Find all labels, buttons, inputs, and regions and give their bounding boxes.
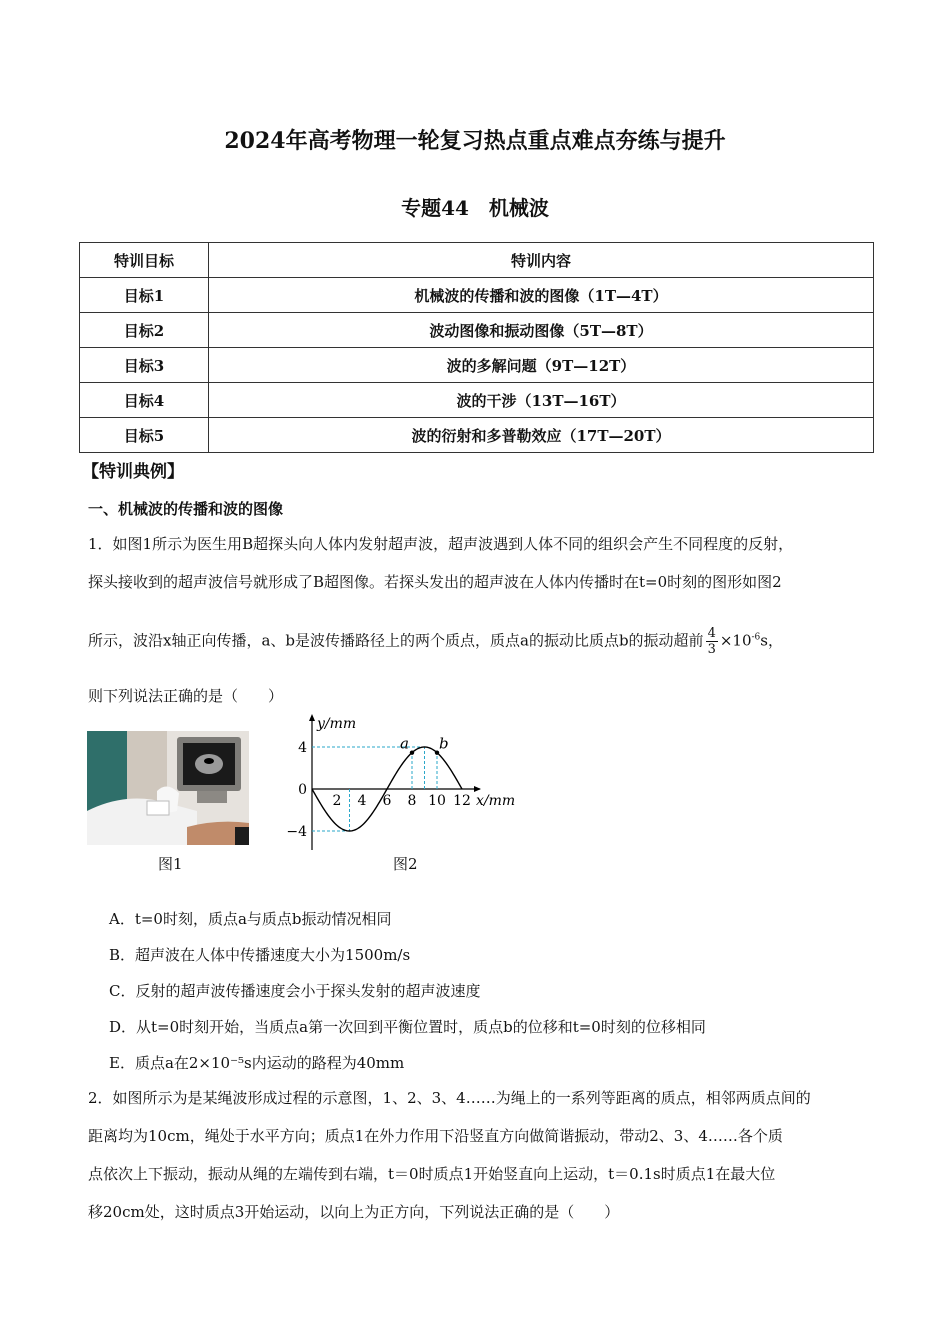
goal-cell: 目标4 <box>80 383 209 418</box>
ultrasound-photo <box>87 731 249 845</box>
q1-text-line3a: 所示，波沿x轴正向传播，a、b是波传播路径上的两个质点，质点a的振动比质点b的振动超前 <box>88 631 704 650</box>
table-row <box>80 348 874 383</box>
part-title: 一、机械波的传播和波的图像 <box>88 500 284 518</box>
figure2-caption: 图2 <box>393 855 418 873</box>
header-content: 特训内容 <box>209 243 874 278</box>
x-tick-label: 2 <box>332 793 342 809</box>
q1-text-line2: 探头接收到的超声波信号就形成了B超图像。若探头发出的超声波在人体内传播时在t=0时刻的图形如图2 <box>88 573 782 591</box>
header-goal: 特训目标 <box>80 243 209 278</box>
page-title: 2024年高考物理一轮复习热点重点难点夯练与提升 <box>224 128 726 154</box>
q1-unit: s， <box>760 631 783 650</box>
y-tick-label: 4 <box>298 740 307 756</box>
point-label-b: b <box>439 734 449 753</box>
section-heading: 【特训典例】 <box>82 462 184 482</box>
option-e: E．质点a在2×10⁻⁵s内运动的路程为40mm <box>109 1054 405 1072</box>
point-label-a: a <box>400 734 409 753</box>
content-cell: 波的衍射和多普勒效应（17T—20T） <box>209 418 874 453</box>
x-axis-arrow <box>474 786 481 792</box>
content-cell: 机械波的传播和波的图像（1T—4T） <box>209 278 874 313</box>
content-cell: 波的干涉（13T—16T） <box>209 383 874 418</box>
exponent: -6 <box>751 632 761 643</box>
y-axis-label: y/mm <box>317 716 357 732</box>
x-axis-label: x/mm <box>476 793 516 809</box>
fraction <box>706 626 718 657</box>
x-tick-label: 10 <box>428 793 446 809</box>
goal-cell: 目标3 <box>80 348 209 383</box>
q2-text-line2: 距离均为10cm，绳处于水平方向；质点1在外力作用下沿竖直方向做简谐振动，带动2、3、4……各个质 <box>88 1127 783 1145</box>
table-row <box>80 418 874 453</box>
x-tick-label: 12 <box>453 793 471 809</box>
x-tick-label: 4 <box>357 793 367 809</box>
table-row <box>80 278 874 313</box>
table-row <box>80 383 874 418</box>
content-cell: 波动图像和振动图像（5T—8T） <box>209 313 874 348</box>
q1-text-line3b: ×10 <box>719 631 752 650</box>
wave-chart <box>280 710 530 855</box>
content-cell: 波的多解问题（9T—12T） <box>209 348 874 383</box>
option-b: B．超声波在人体中传播速度大小为1500m/s <box>109 946 411 964</box>
figure1-caption: 图1 <box>158 855 183 873</box>
y-tick-label: 0 <box>298 782 307 798</box>
q1-text-line3 <box>88 626 783 657</box>
fraction-numerator: 4 <box>707 626 716 641</box>
q1-text-line1: 1．如图1所示为医生用B超探头向人体内发射超声波，超声波遇到人体不同的组织会产生不同程度的反射， <box>88 535 794 553</box>
q1-text-line4: 则下列说法正确的是（ ） <box>88 687 284 705</box>
y-tick-label: −4 <box>286 824 307 840</box>
point-a <box>410 750 414 754</box>
goal-cell: 目标5 <box>80 418 209 453</box>
q2-text-line4: 移20cm处，这时质点3开始运动，以向上为正方向，下列说法正确的是（ ） <box>88 1203 620 1221</box>
topic-title: 专题44 机械波 <box>401 196 549 220</box>
y-axis-arrow <box>309 714 315 721</box>
goals-table <box>79 242 874 453</box>
q2-text-line3: 点依次上下振动，振动从绳的左端传到右端，t＝0时质点1开始竖直向上运动，t＝0.1s时质点1在最大位 <box>88 1165 776 1183</box>
option-d: D．从t=0时刻开始，当质点a第一次回到平衡位置时，质点b的位移和t=0时刻的位移相同 <box>109 1018 706 1036</box>
goal-cell: 目标1 <box>80 278 209 313</box>
q2-text-line1: 2．如图所示为是某绳波形成过程的示意图，1、2、3、4……为绳上的一系列等距离的质点，相邻两质点间的 <box>88 1089 811 1107</box>
x-tick-label: 8 <box>407 793 417 809</box>
fraction-denominator: 3 <box>707 642 716 657</box>
table-header-row <box>80 243 874 278</box>
option-c: C．反射的超声波传播速度会小于探头发射的超声波速度 <box>109 982 481 1000</box>
x-tick-label: 6 <box>382 793 392 809</box>
option-a: A．t=0时刻，质点a与质点b振动情况相同 <box>109 910 392 928</box>
goal-cell: 目标2 <box>80 313 209 348</box>
table-row <box>80 313 874 348</box>
